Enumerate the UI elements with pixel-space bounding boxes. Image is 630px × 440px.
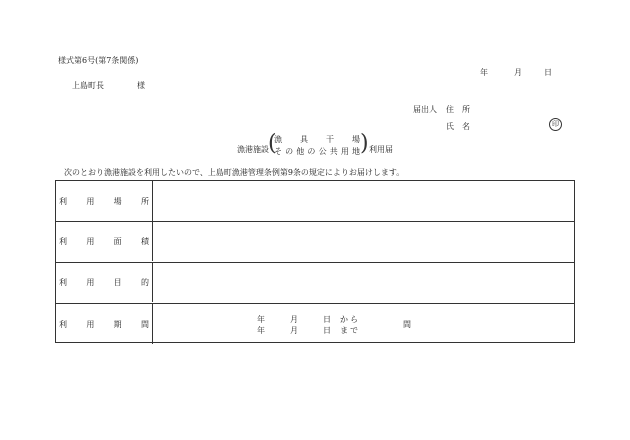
title-options [274, 133, 360, 159]
row-label: 利用面積 [59, 237, 149, 246]
title-option-1: 漁具干場 [274, 135, 360, 144]
period-to-label: まで [340, 326, 360, 335]
period-from-label: から [340, 315, 360, 324]
date-month-label: 月 [514, 68, 522, 77]
title-prefix: 漁港施設 [237, 145, 269, 154]
name-label: 氏 名 [446, 122, 470, 131]
table-row-purpose [56, 262, 574, 302]
title-suffix: 利用届 [369, 145, 393, 154]
date-day-label: 日 [544, 68, 552, 77]
row-label-cell [56, 304, 153, 344]
intro-text: 次のとおり漁港施設を利用したいので、上島町漁港管理条例第9条の規定によりお届けします。 [64, 168, 405, 177]
period-start-year: 年 [257, 315, 265, 324]
left-brace-icon: ( [268, 131, 277, 156]
row-label-cell [56, 263, 153, 302]
form-number: 様式第6号(第7条関係) [58, 56, 139, 65]
period-start-day: 日 [323, 315, 331, 324]
application-table [55, 180, 575, 343]
period-end-year: 年 [257, 326, 265, 335]
table-row-period [56, 303, 574, 344]
row-label-cell [56, 181, 153, 221]
title-option-2: その他の公共用地 [274, 147, 360, 156]
row-label: 利用場所 [59, 196, 149, 206]
address-label: 住 所 [446, 105, 470, 114]
date-year-label: 年 [480, 68, 488, 77]
addressee-name: 上島町長 [72, 81, 104, 90]
period-end-day: 日 [323, 326, 331, 335]
applicant-label: 届出人 [413, 105, 437, 114]
right-brace-icon: ) [360, 131, 369, 156]
row-label: 利用期間 [59, 319, 149, 329]
seal-mark: 印 [549, 118, 562, 131]
row-label-cell [56, 222, 153, 261]
row-label: 利用目的 [59, 278, 149, 287]
period-end-month: 月 [290, 326, 298, 335]
addressee-honorific: 様 [137, 81, 145, 90]
table-row-area [56, 221, 574, 261]
table-row-location [56, 181, 574, 221]
period-between-label: 間 [403, 320, 411, 329]
period-start-month: 月 [290, 315, 298, 324]
